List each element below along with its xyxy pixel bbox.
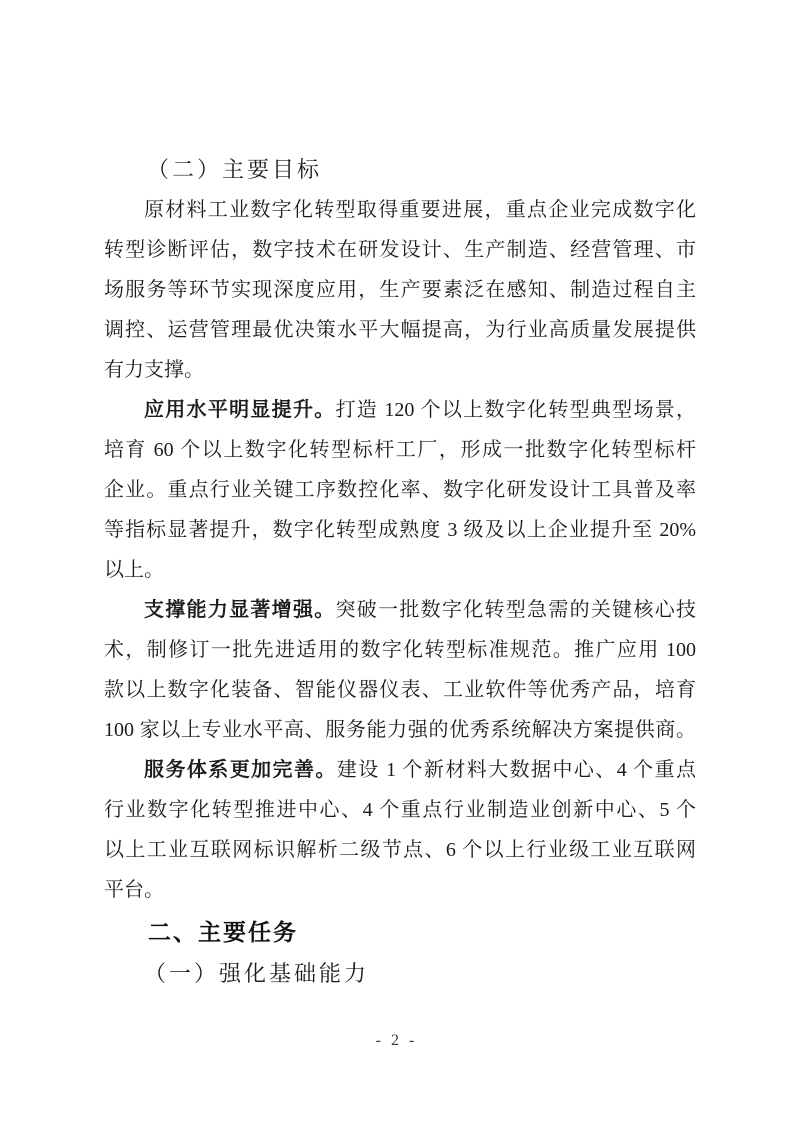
text-line: 原材料工业数字化转型取得重要进展，重点企业完成数字化 xyxy=(144,199,696,221)
body-paragraphs xyxy=(104,190,696,910)
paragraph xyxy=(104,390,696,590)
text-line: 场服务等环节实现深度应用，生产要素泛在感知、制造过程自主 xyxy=(104,279,696,301)
page-content xyxy=(104,150,696,994)
text-line: 等指标显著提升，数字化转型成熟度 3 级及以上企业提升至 20% xyxy=(104,519,696,541)
paragraph xyxy=(104,190,696,390)
text-line: 培育 60 个以上数字化转型标杆工厂，形成一批数字化转型标杆 xyxy=(104,439,696,461)
text-line: 术，制修订一批先进适用的数字化转型标准规范。推广应用 100 xyxy=(104,639,696,661)
text-line: 以上工业互联网标识解析二级节点、6 个以上行业级工业互联网 xyxy=(104,839,696,861)
paragraph xyxy=(104,750,696,910)
chapter-heading: 二、主要任务 xyxy=(148,919,298,945)
text-line: 应用水平明显提升。打造 120 个以上数字化转型典型场景， xyxy=(144,399,697,421)
text-line: 调控、运营管理最优决策水平大幅提高，为行业高质量发展提供 xyxy=(104,319,696,341)
page-number: - 2 - xyxy=(375,1032,418,1049)
text-line: 100 家以上专业水平高、服务能力强的优秀系统解决方案提供商。 xyxy=(104,719,696,741)
text-line: 转型诊断评估，数字技术在研发设计、生产制造、经营管理、市 xyxy=(104,239,696,261)
subsection-heading: （一）强化基础能力 xyxy=(144,961,370,986)
text-line: 以上。 xyxy=(104,559,164,581)
text-line: 支撑能力显著增强。突破一批数字化转型急需的关键核心技 xyxy=(144,599,697,621)
text-line: 平台。 xyxy=(104,879,164,901)
text-line: 行业数字化转型推进中心、4 个重点行业制造业创新中心、5 个 xyxy=(104,799,696,821)
paragraph xyxy=(104,590,696,750)
text-line: 企业。重点行业关键工序数控化率、数字化研发设计工具普及率 xyxy=(104,479,696,501)
text-line: 款以上数字化装备、智能仪器仪表、工业软件等优秀产品，培育 xyxy=(104,679,696,701)
paragraph-lead-bold: 服务体系更加完善。 xyxy=(144,759,337,781)
paragraph-lead-bold: 应用水平明显提升。 xyxy=(144,399,336,421)
paragraph-lead-bold: 支撑能力显著增强。 xyxy=(144,599,336,621)
text-line: 有力支撑。 xyxy=(104,359,204,381)
text-line: 服务体系更加完善。建设 1 个新材料大数据中心、4 个重点 xyxy=(144,759,697,781)
section-heading: （二）主要目标 xyxy=(147,157,323,182)
